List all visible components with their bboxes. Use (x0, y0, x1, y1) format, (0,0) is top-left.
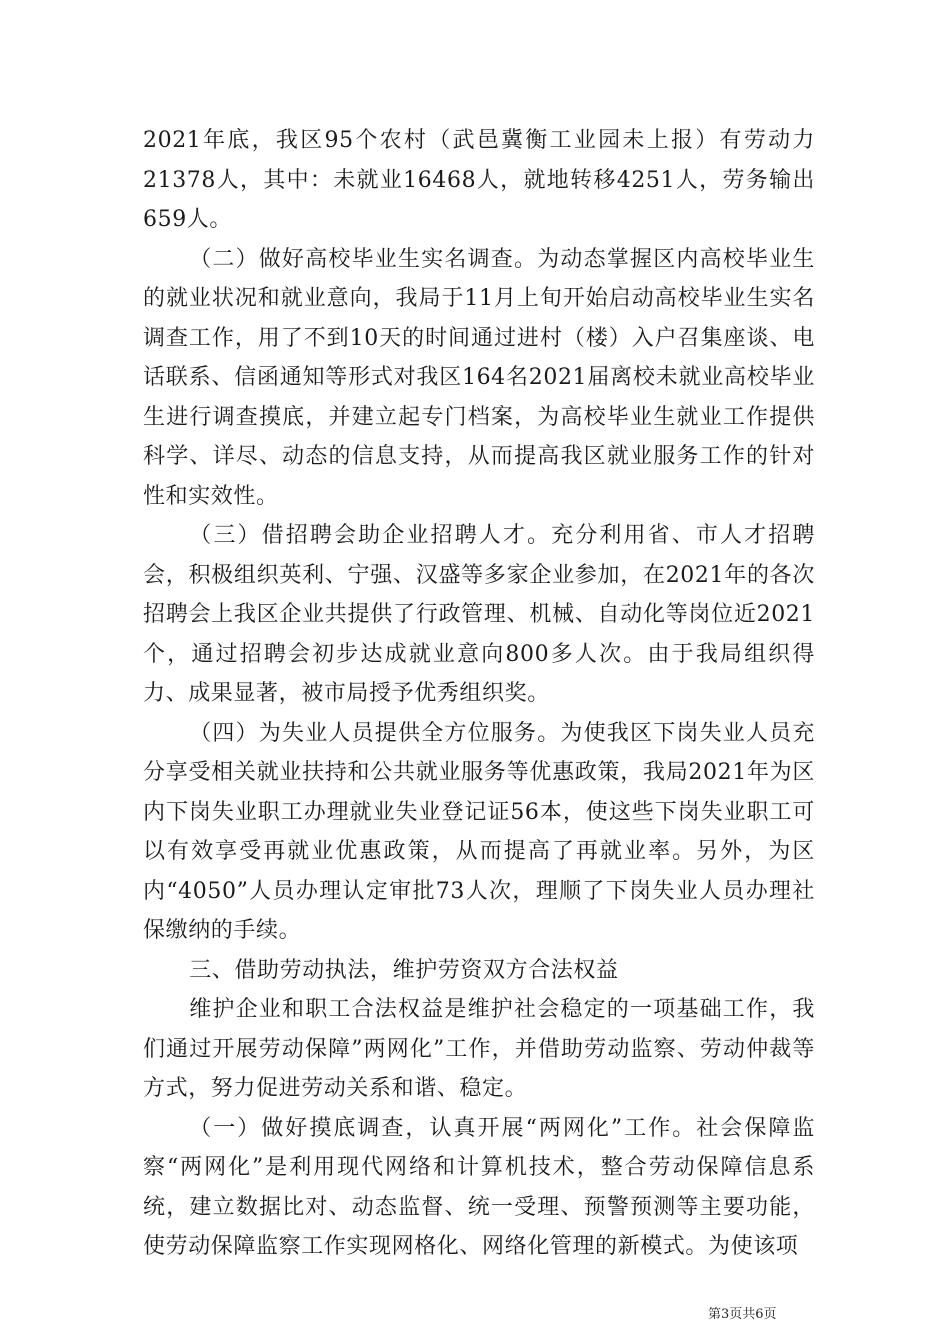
page-number: 第3页共6页 (708, 1307, 777, 1322)
paragraph-1: 2021年底，我区95个农村（武邑冀衡工业园未上报）有劳动力21378人，其中：未就业16468人，就地转移4251人，劳务输出659人。 (143, 128, 815, 232)
paragraph-3: （三）借招聘会助企业招聘人才。充分利用省、市人才招聘会，积极组织英利、宁强、汉盛等多家企业参加，在2021年的各次招聘会上我区企业共提供了行政管理、机械、自动化等岗位近2021个，通过招聘会初步达成就业意向800多人次。由于我局组织得力、成果显著，被市局授予优秀组织奖。 (143, 523, 815, 706)
paragraph-4: （四）为失业人员提供全方位服务。为使我区下岗失业人员充分享受相关就业扶持和公共就业服务等优惠政策，我局2021年为区内下岗失业职工办理就业失业登记证56本，使这些下岗失业职工可以有效享受再就业优惠政策，从而提高了再就业率。另外，为区内“4050”人员办理认定审批73人次，理顺了下岗失业人员办理社保缴纳的手续。 (143, 720, 815, 943)
document-body (143, 121, 815, 1267)
paragraph-2: （二）做好高校毕业生实名调查。为动态掌握区内高校毕业生的就业状况和就业意向，我局于11月上旬开始启动高校毕业生实名调查工作，用了不到10天的时间通过进村（楼）入户召集座谈、电话联系、信函通知等形式对我区164名2021届离校未就业高校毕业生进行调查摸底，并建立起专门档案，为高校毕业生就业工作提供科学、详尽、动态的信息支持，从而提高我区就业服务工作的针对性和实效性。 (143, 246, 815, 509)
paragraph-5: 维护企业和职工合法权益是维护社会稳定的一项基础工作，我们通过开展劳动保障”两网化”工作，并借助劳动监察、劳动仲裁等方式，努力促进劳动关系和谐、稳定。 (143, 997, 815, 1101)
section-heading: 三、借助劳动执法，维护劳资双方合法权益 (189, 957, 619, 983)
paragraph-6: （一）做好摸底调查，认真开展“两网化”工作。社会保障监察“两网化”是利用现代网络和计算机技术，整合劳动保障信息系统，建立数据比对、动态监督、统一受理、预警预测等主要功能，使劳动保障监察工作实现网格化、网络化管理的新模式。为使该项 (143, 1115, 815, 1259)
